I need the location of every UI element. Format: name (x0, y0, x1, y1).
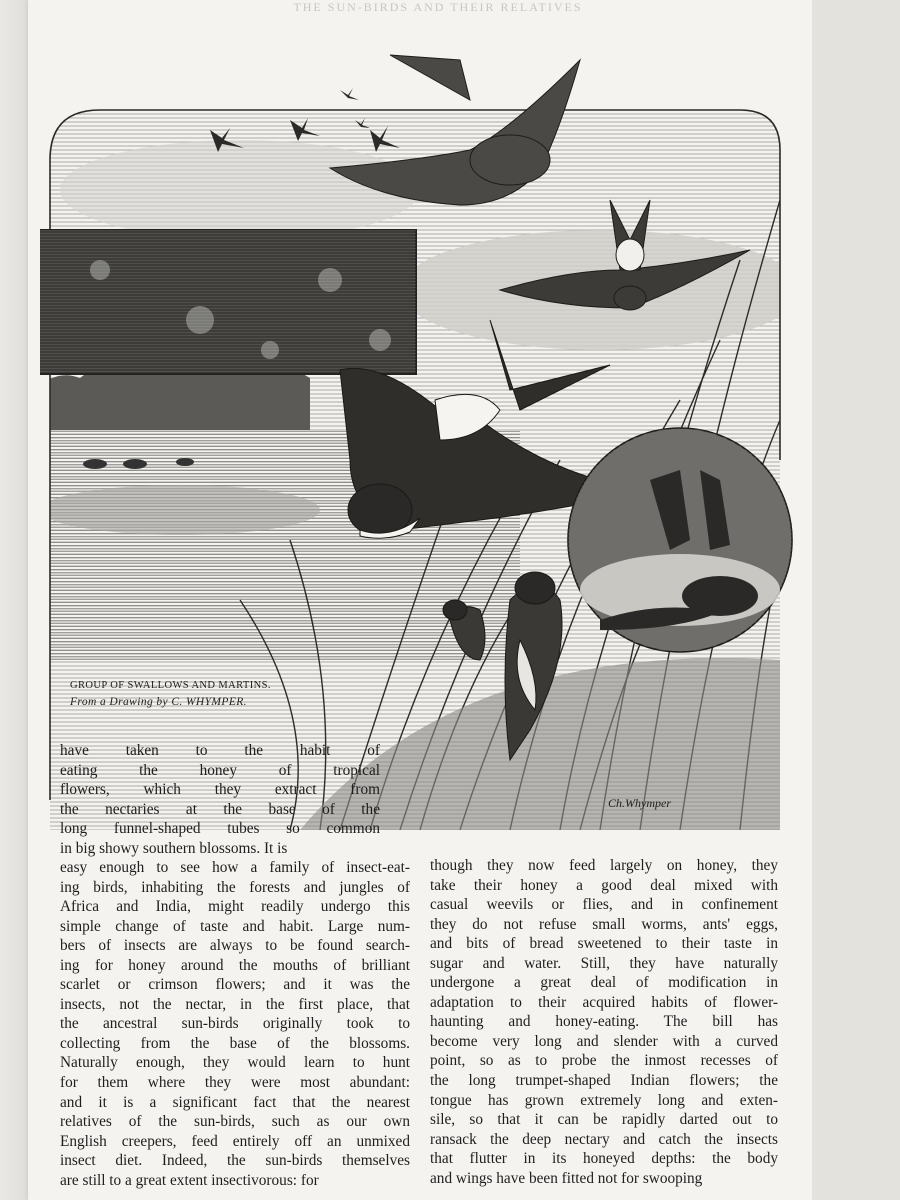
text-line: that flutter in its honeyed depths: the body (430, 1150, 778, 1168)
figure-caption-credit: From a Drawing by C. WHYMPER. (70, 696, 247, 708)
text-line: tongue has grown extremely long and exten- (430, 1091, 778, 1109)
text-line: English creepers, feed entirely off an unmixed (60, 1132, 410, 1150)
text-line: long funnel-shaped tubes so common (60, 820, 380, 838)
text-line: relatives of the sun-birds, such as our own (60, 1113, 410, 1131)
text-line: ransack the deep nectary and catch the insects (430, 1130, 778, 1148)
text-line: the nectaries at the base of the (60, 800, 380, 818)
text-line: Africa and India, might readily undergo this (60, 898, 410, 916)
text-line: insects, not the nectar, in the first place, that (60, 995, 410, 1013)
artist-signature: Ch.Whymper (608, 796, 671, 810)
text-line: and wings have been fitted not for swooping (430, 1169, 703, 1187)
text-line: Naturally enough, they would learn to hunt (60, 1054, 410, 1072)
text-line: collecting from the base of the blossoms. (60, 1034, 410, 1052)
text-column-1-top (60, 741, 380, 858)
running-head: THE SUN-BIRDS AND THEIR RELATIVES (293, 0, 583, 14)
text-line: for them where they were most abundant: (60, 1074, 410, 1092)
illustration-swallows (40, 40, 800, 830)
text-line: insect diet. Indeed, the sun-birds themselves (60, 1152, 410, 1170)
text-line: they do not refuse small worms, ants' eggs, (430, 915, 778, 933)
text-line: the long trumpet-shaped Indian flowers; the (430, 1072, 778, 1090)
text-line: and bits of bread sweetened to their taste in (430, 935, 778, 953)
text-line: ing birds, inhabiting the forests and jungles of (60, 878, 410, 896)
text-line: scarlet or crimson flowers; and it was the (60, 976, 410, 994)
text-line: point, so as to probe the inmost recesses of (430, 1052, 778, 1070)
figure-caption-title: GROUP OF SWALLOWS AND MARTINS. (70, 680, 271, 691)
text-line: ing for honey around the mouths of brilliant (60, 956, 410, 974)
text-line: sile, so that it can be rapidly darted out to (430, 1111, 778, 1129)
text-line: though they now feed largely on honey, they (430, 857, 778, 874)
text-line: undergone a great deal of modification in (430, 974, 778, 992)
text-line: haunting and honey-eating. The bill has (430, 1013, 778, 1031)
text-line: easy enough to see how a family of insect-eat- (60, 859, 410, 876)
text-line: adaptation to their acquired habits of flower- (430, 993, 778, 1011)
text-line: become very long and slender with a curved (430, 1032, 778, 1050)
text-line: have taken to the habit of (60, 742, 380, 759)
text-column-2 (430, 856, 778, 1188)
text-line: sugar and water. Still, they have naturally (430, 954, 778, 972)
text-line: the ancestral sun-birds originally took to (60, 1015, 410, 1033)
text-column-1 (60, 858, 410, 1190)
text-line: casual weevils or flies, and in confinement (430, 896, 778, 914)
text-line: simple change of taste and habit. Large num- (60, 917, 410, 935)
text-line: and it is a significant fact that the nearest (60, 1093, 410, 1111)
text-line: are still to a great extent insectivorous: for (60, 1171, 319, 1189)
text-line: flowers, which they extract from (60, 781, 380, 799)
text-line: eating the honey of tropical (60, 761, 380, 779)
facing-page-edge (812, 0, 900, 1200)
text-line: take their honey a good deal mixed with (430, 876, 778, 894)
text-line: in big showy southern blossoms. It is (60, 839, 288, 857)
text-line: bers of insects are always to be found search- (60, 937, 410, 955)
